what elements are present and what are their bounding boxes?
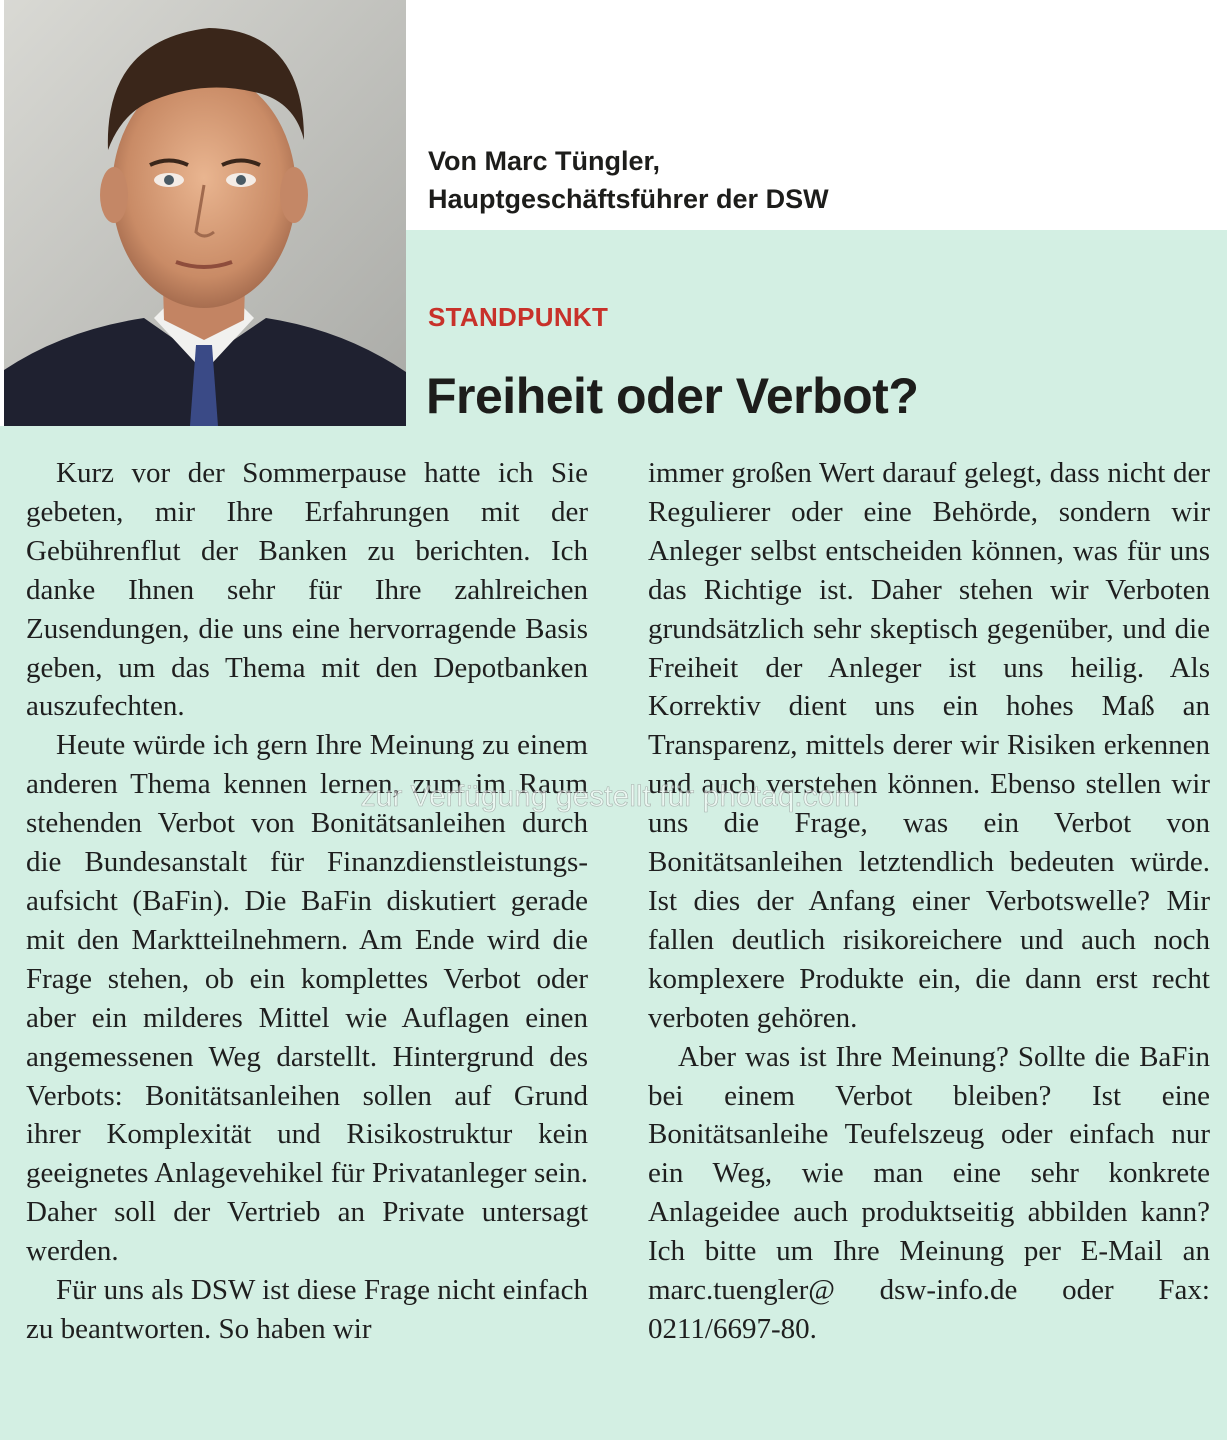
author-portrait xyxy=(4,0,406,426)
paragraph: Aber was ist Ihre Meinung? Sollte die BaFin bei einem Verbot bleiben? Ist eine Bonitätsanleihe Teufelszeug oder einfach nur ein Weg, wie man eine sehr konkrete Anlageidee auch produktseitig abbilden kann? Ich bitte um Ihre Meinung per E-Mail an marc.tuengler@ dsw-info.de oder Fax: 0211/6697-80. xyxy=(648,1040,1210,1345)
author-byline xyxy=(428,142,1188,218)
paragraph: Für uns als DSW ist diese Frage nicht einfach zu beantworten. So haben wir xyxy=(26,1274,588,1345)
article-headline: Freiheit oder Verbot? xyxy=(426,368,919,424)
article-column-left xyxy=(26,454,588,1349)
section-kicker: STANDPUNKT xyxy=(428,302,609,332)
paragraph: Kurz vor der Sommerpause hatte ich Sie gebeten, mir Ihre Erfahrungen mit der Gebührenflut der Banken zu berichten. Ich danke Ihnen sehr für Ihre zahlreichen Zusendungen, die uns eine hervorragende Basis geben, um das Thema mit den Depotbanken auszufechten. xyxy=(26,457,588,723)
article-column-right xyxy=(648,454,1210,1349)
byline-role: Hauptgeschäftsführer der DSW xyxy=(428,184,829,214)
paragraph: Heute würde ich gern Ihre Meinung zu einem anderen Thema kennen lernen, zum im Raum stehenden Verbot von Bonitätsanleihen durch die Bundesanstalt für Finanzdienstleistungsaufsicht (BaFin). Die BaFin diskutiert gerade mit den Marktteilnehmern. Am Ende wird die Frage stehen, ob ein komplettes Verbot oder aber ein milderes Mittel wie Auflagen einen angemessenen Weg darstellt. Hintergrund des Verbots: Bonitätsanleihen sollen auf Grund ihrer Komplexität und Risikostruktur kein geeignetes Anlagevehikel für Privatanleger sein. Daher soll der Vertrieb an Private untersagt werden. xyxy=(26,729,588,1268)
watermark: zur Verfügung gestellt für photaq.com xyxy=(360,780,860,813)
byline-author: Von Marc Tüngler, xyxy=(428,146,661,176)
paragraph: immer großen Wert darauf gelegt, dass nicht der Regulierer oder eine Behörde, sondern wir Anleger selbst entscheiden können, was für uns das Richtige ist. Daher stehen wir Verboten grundsätzlich sehr skeptisch gegenüber, und die Freiheit der Anleger ist uns heilig. Als Korrektiv dient uns ein hohes Maß an Transparenz, mittels derer wir Risiken erkennen und auch verstehen können. Ebenso stellen wir uns die Frage, was ein Verbot von Bonitätsanleihen letztendlich bedeuten würde. Ist dies der Anfang einer Verbotswelle? Mir fallen deutlich risikoreichere und auch noch komplexere Produkte ein, die dann erst recht verboten gehören. xyxy=(648,457,1210,1034)
